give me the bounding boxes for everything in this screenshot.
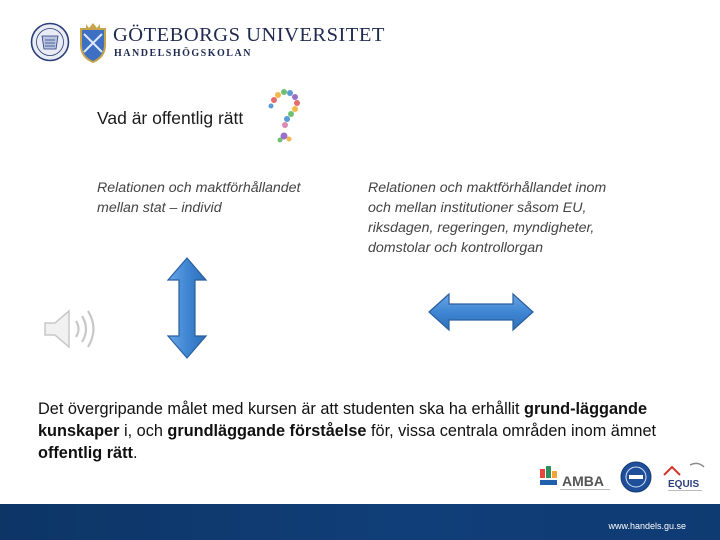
horizontal-double-arrow-icon bbox=[427, 292, 535, 332]
slide-title: Vad är offentlig rätt bbox=[97, 108, 244, 128]
right-column-text: Relationen och maktförhållandet inom och mellan institutioner såsom EU, riksdagen, regeringen, myndigheter, domstolar och kontrollorgan bbox=[368, 180, 607, 256]
summary-paragraph bbox=[38, 398, 658, 464]
university-seal-icon bbox=[30, 22, 70, 62]
school-name: HANDELSHÖGSKOLAN bbox=[114, 48, 252, 59]
summary-bold-3: offentlig rätt bbox=[38, 444, 133, 462]
accreditation-logos bbox=[538, 461, 708, 499]
speaker-icon[interactable] bbox=[40, 304, 102, 354]
aacsb-seal-icon bbox=[620, 461, 652, 493]
left-column-text: Relationen och maktförhållandet mellan stat – individ bbox=[97, 180, 301, 216]
amba-text: AMBA bbox=[562, 473, 604, 489]
vertical-double-arrow-icon bbox=[166, 256, 208, 360]
equis-text: EQUIS bbox=[668, 479, 700, 490]
university-name: GÖTEBORGS UNIVERSITET bbox=[113, 24, 385, 46]
question-mark-icon bbox=[262, 86, 306, 150]
amba-logo-icon bbox=[538, 463, 614, 497]
footer-url[interactable]: www.handels.gu.se bbox=[608, 521, 686, 531]
summary-text-4: . bbox=[132, 444, 138, 462]
summary-bold-1: grund-läggande kunskaper bbox=[38, 400, 648, 440]
equis-logo-icon bbox=[660, 461, 708, 497]
summary-text-2: i, och bbox=[119, 422, 168, 440]
footer-bar bbox=[0, 504, 720, 540]
summary-bold-2: grundläggande förståelse bbox=[167, 422, 367, 440]
handels-seal-icon bbox=[76, 22, 110, 64]
summary-text-3: för, vissa centrala områden inom ämnet bbox=[366, 422, 657, 440]
summary-text-1: Det övergripande målet med kursen är att studenten ska ha erhållit bbox=[38, 400, 524, 418]
